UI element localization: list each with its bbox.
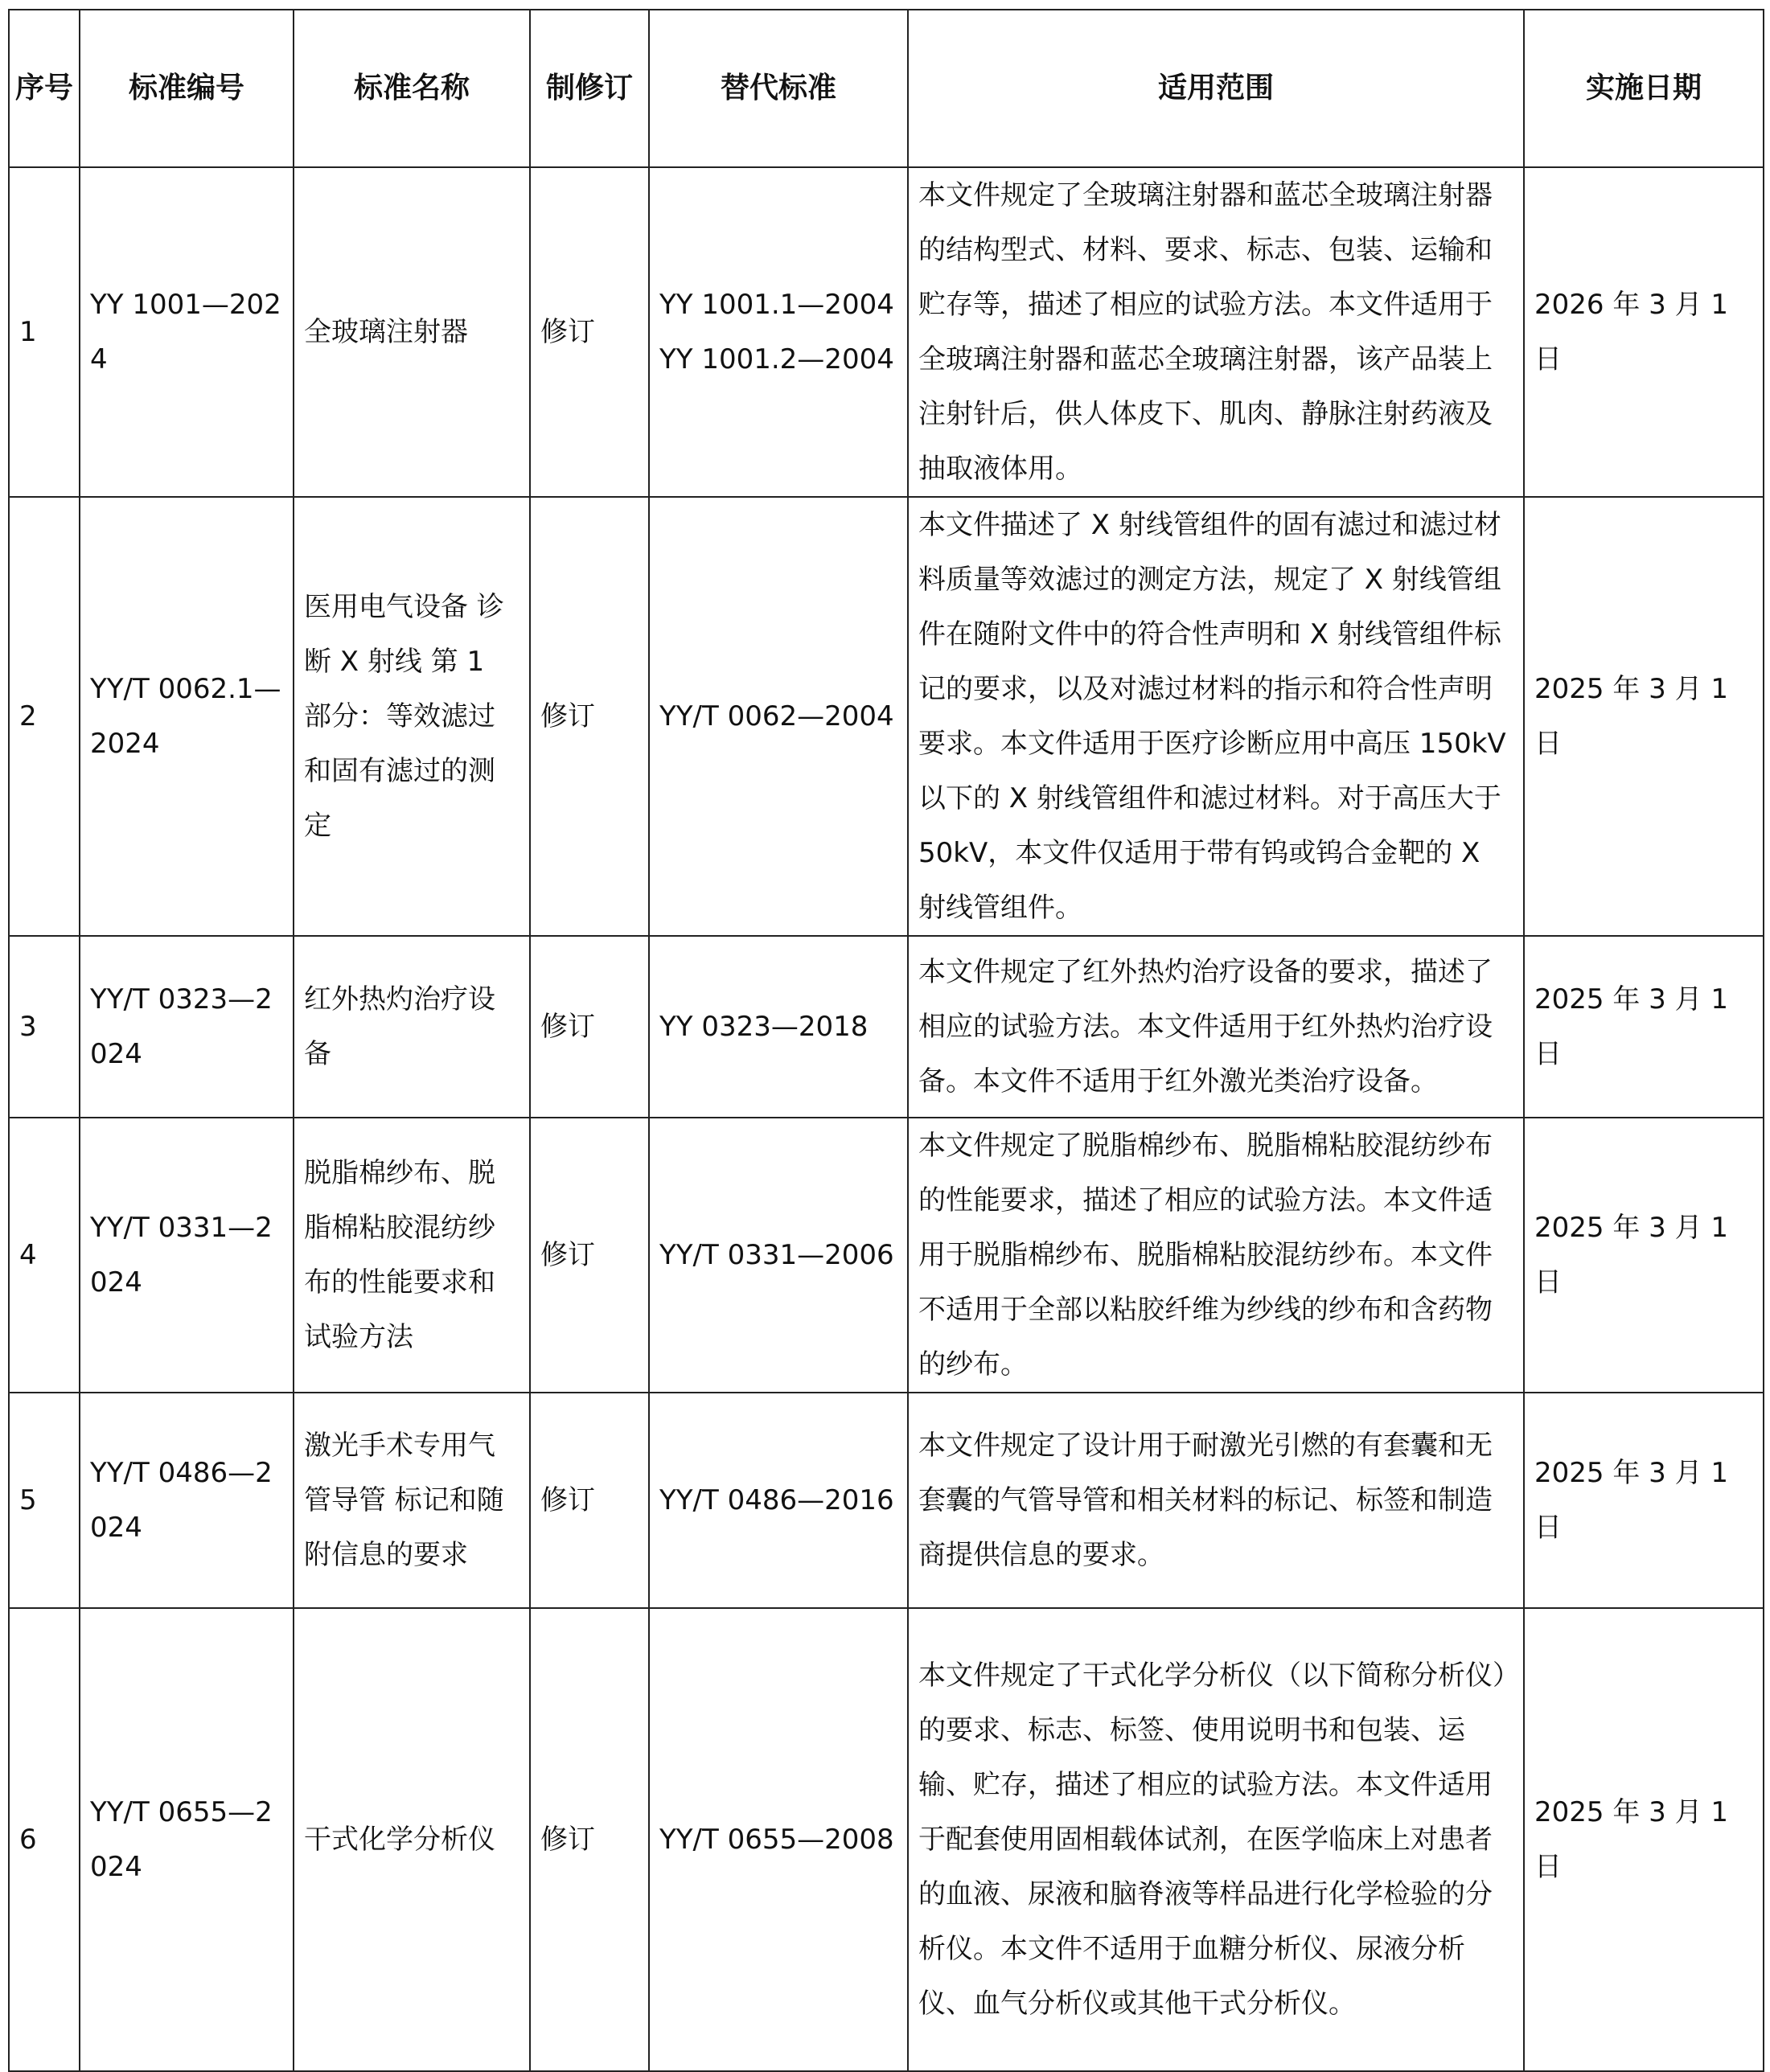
cell-type: 修订 xyxy=(530,1393,649,1608)
cell-code: YY/T 0331—2024 xyxy=(80,1118,294,1393)
cell-name: 医用电气设备 诊断 X 射线 第 1 部分：等效滤过和固有滤过的测定 xyxy=(294,497,530,936)
cell-seq: 2 xyxy=(9,497,80,936)
standards-table xyxy=(8,9,1764,2072)
cell-type: 修订 xyxy=(530,497,649,936)
replaced-standard: YY/T 0062—2004 xyxy=(659,700,894,732)
cell-type: 修订 xyxy=(530,1608,649,2071)
cell-code: YY/T 0323—2024 xyxy=(80,936,294,1118)
cell-name: 脱脂棉纱布、脱脂棉粘胶混纺纱布的性能要求和试验方法 xyxy=(294,1118,530,1393)
table-row xyxy=(9,1393,1764,1608)
cell-code: YY 1001—2024 xyxy=(80,167,294,497)
cell-date: 2026 年 3 月 1 日 xyxy=(1524,167,1764,497)
cell-replaced xyxy=(649,1608,908,2071)
cell-scope: 本文件规定了干式化学分析仪（以下简称分析仪）的要求、标志、标签、使用说明书和包装、运输、贮存，描述了相应的试验方法。本文件适用于配套使用固相载体试剂，在医学临床上对患者的血液、尿液和脑脊液等样品进行化学检验的分析仪。本文件不适用于血糖分析仪、尿液分析仪、血气分析仪或其他干式分析仪。 xyxy=(908,1608,1524,2071)
cell-code: YY/T 0655—2024 xyxy=(80,1608,294,2071)
cell-seq: 6 xyxy=(9,1608,80,2071)
table-row xyxy=(9,497,1764,936)
header-scope: 适用范围 xyxy=(908,10,1524,167)
header-seq: 序号 xyxy=(9,10,80,167)
cell-replaced xyxy=(649,497,908,936)
replaced-standard: YY/T 0655—2008 xyxy=(659,1824,894,1856)
replaced-standard: YY/T 0486—2016 xyxy=(659,1484,894,1516)
cell-scope: 本文件描述了 X 射线管组件的固有滤过和滤过材料质量等效滤过的测定方法，规定了 X 射线管组件在随附文件中的符合性声明和 X 射线管组件标记的要求，以及对滤过材料的指示和符合性声明要求。本文件适用于医疗诊断应用中高压 150kV 以下的 X 射线管组件和滤过材料。对于高压大于 50kV，本文件仅适用于带有钨或钨合金靶的 X 射线管组件。 xyxy=(908,497,1524,936)
cell-code: YY/T 0486—2024 xyxy=(80,1393,294,1608)
header-row xyxy=(9,10,1764,167)
cell-scope: 本文件规定了脱脂棉纱布、脱脂棉粘胶混纺纱布的性能要求，描述了相应的试验方法。本文件适用于脱脂棉纱布、脱脂棉粘胶混纺纱布。本文件不适用于全部以粘胶纤维为纱线的纱布和含药物的纱布。 xyxy=(908,1118,1524,1393)
cell-scope: 本文件规定了红外热灼治疗设备的要求，描述了相应的试验方法。本文件适用于红外热灼治疗设备。本文件不适用于红外激光类治疗设备。 xyxy=(908,936,1524,1118)
header-type: 制修订 xyxy=(530,10,649,167)
header-date: 实施日期 xyxy=(1524,10,1764,167)
cell-name: 全玻璃注射器 xyxy=(294,167,530,497)
cell-replaced xyxy=(649,936,908,1118)
cell-date: 2025 年 3 月 1 日 xyxy=(1524,1118,1764,1393)
cell-name: 红外热灼治疗设备 xyxy=(294,936,530,1118)
cell-type: 修订 xyxy=(530,167,649,497)
cell-replaced xyxy=(649,1118,908,1393)
table-row xyxy=(9,1118,1764,1393)
cell-replaced xyxy=(649,167,908,497)
replaced-standard: YY/T 0331—2006 xyxy=(659,1239,894,1271)
cell-name: 干式化学分析仪 xyxy=(294,1608,530,2071)
table-row xyxy=(9,936,1764,1118)
cell-replaced xyxy=(649,1393,908,1608)
cell-seq: 5 xyxy=(9,1393,80,1608)
header-replaced: 替代标准 xyxy=(649,10,908,167)
cell-name: 激光手术专用气管导管 标记和随附信息的要求 xyxy=(294,1393,530,1608)
cell-date: 2025 年 3 月 1 日 xyxy=(1524,1608,1764,2071)
table-row xyxy=(9,167,1764,497)
cell-type: 修订 xyxy=(530,936,649,1118)
cell-date: 2025 年 3 月 1 日 xyxy=(1524,1393,1764,1608)
cell-type: 修订 xyxy=(530,1118,649,1393)
cell-date: 2025 年 3 月 1 日 xyxy=(1524,936,1764,1118)
table-row xyxy=(9,1608,1764,2071)
replaced-standard: YY 1001.1—2004 xyxy=(659,289,894,321)
header-name: 标准名称 xyxy=(294,10,530,167)
replaced-standard: YY 0323—2018 xyxy=(659,1011,869,1043)
cell-code: YY/T 0062.1—2024 xyxy=(80,497,294,936)
cell-seq: 3 xyxy=(9,936,80,1118)
cell-date: 2025 年 3 月 1 日 xyxy=(1524,497,1764,936)
cell-seq: 1 xyxy=(9,167,80,497)
cell-seq: 4 xyxy=(9,1118,80,1393)
cell-scope: 本文件规定了全玻璃注射器和蓝芯全玻璃注射器的结构型式、材料、要求、标志、包装、运输和贮存等，描述了相应的试验方法。本文件适用于全玻璃注射器和蓝芯全玻璃注射器，该产品装上注射针后，供人体皮下、肌肉、静脉注射药液及抽取液体用。 xyxy=(908,167,1524,497)
header-code: 标准编号 xyxy=(80,10,294,167)
replaced-standard: YY 1001.2—2004 xyxy=(659,343,894,375)
cell-scope: 本文件规定了设计用于耐激光引燃的有套囊和无套囊的气管导管和相关材料的标记、标签和制造商提供信息的要求。 xyxy=(908,1393,1524,1608)
